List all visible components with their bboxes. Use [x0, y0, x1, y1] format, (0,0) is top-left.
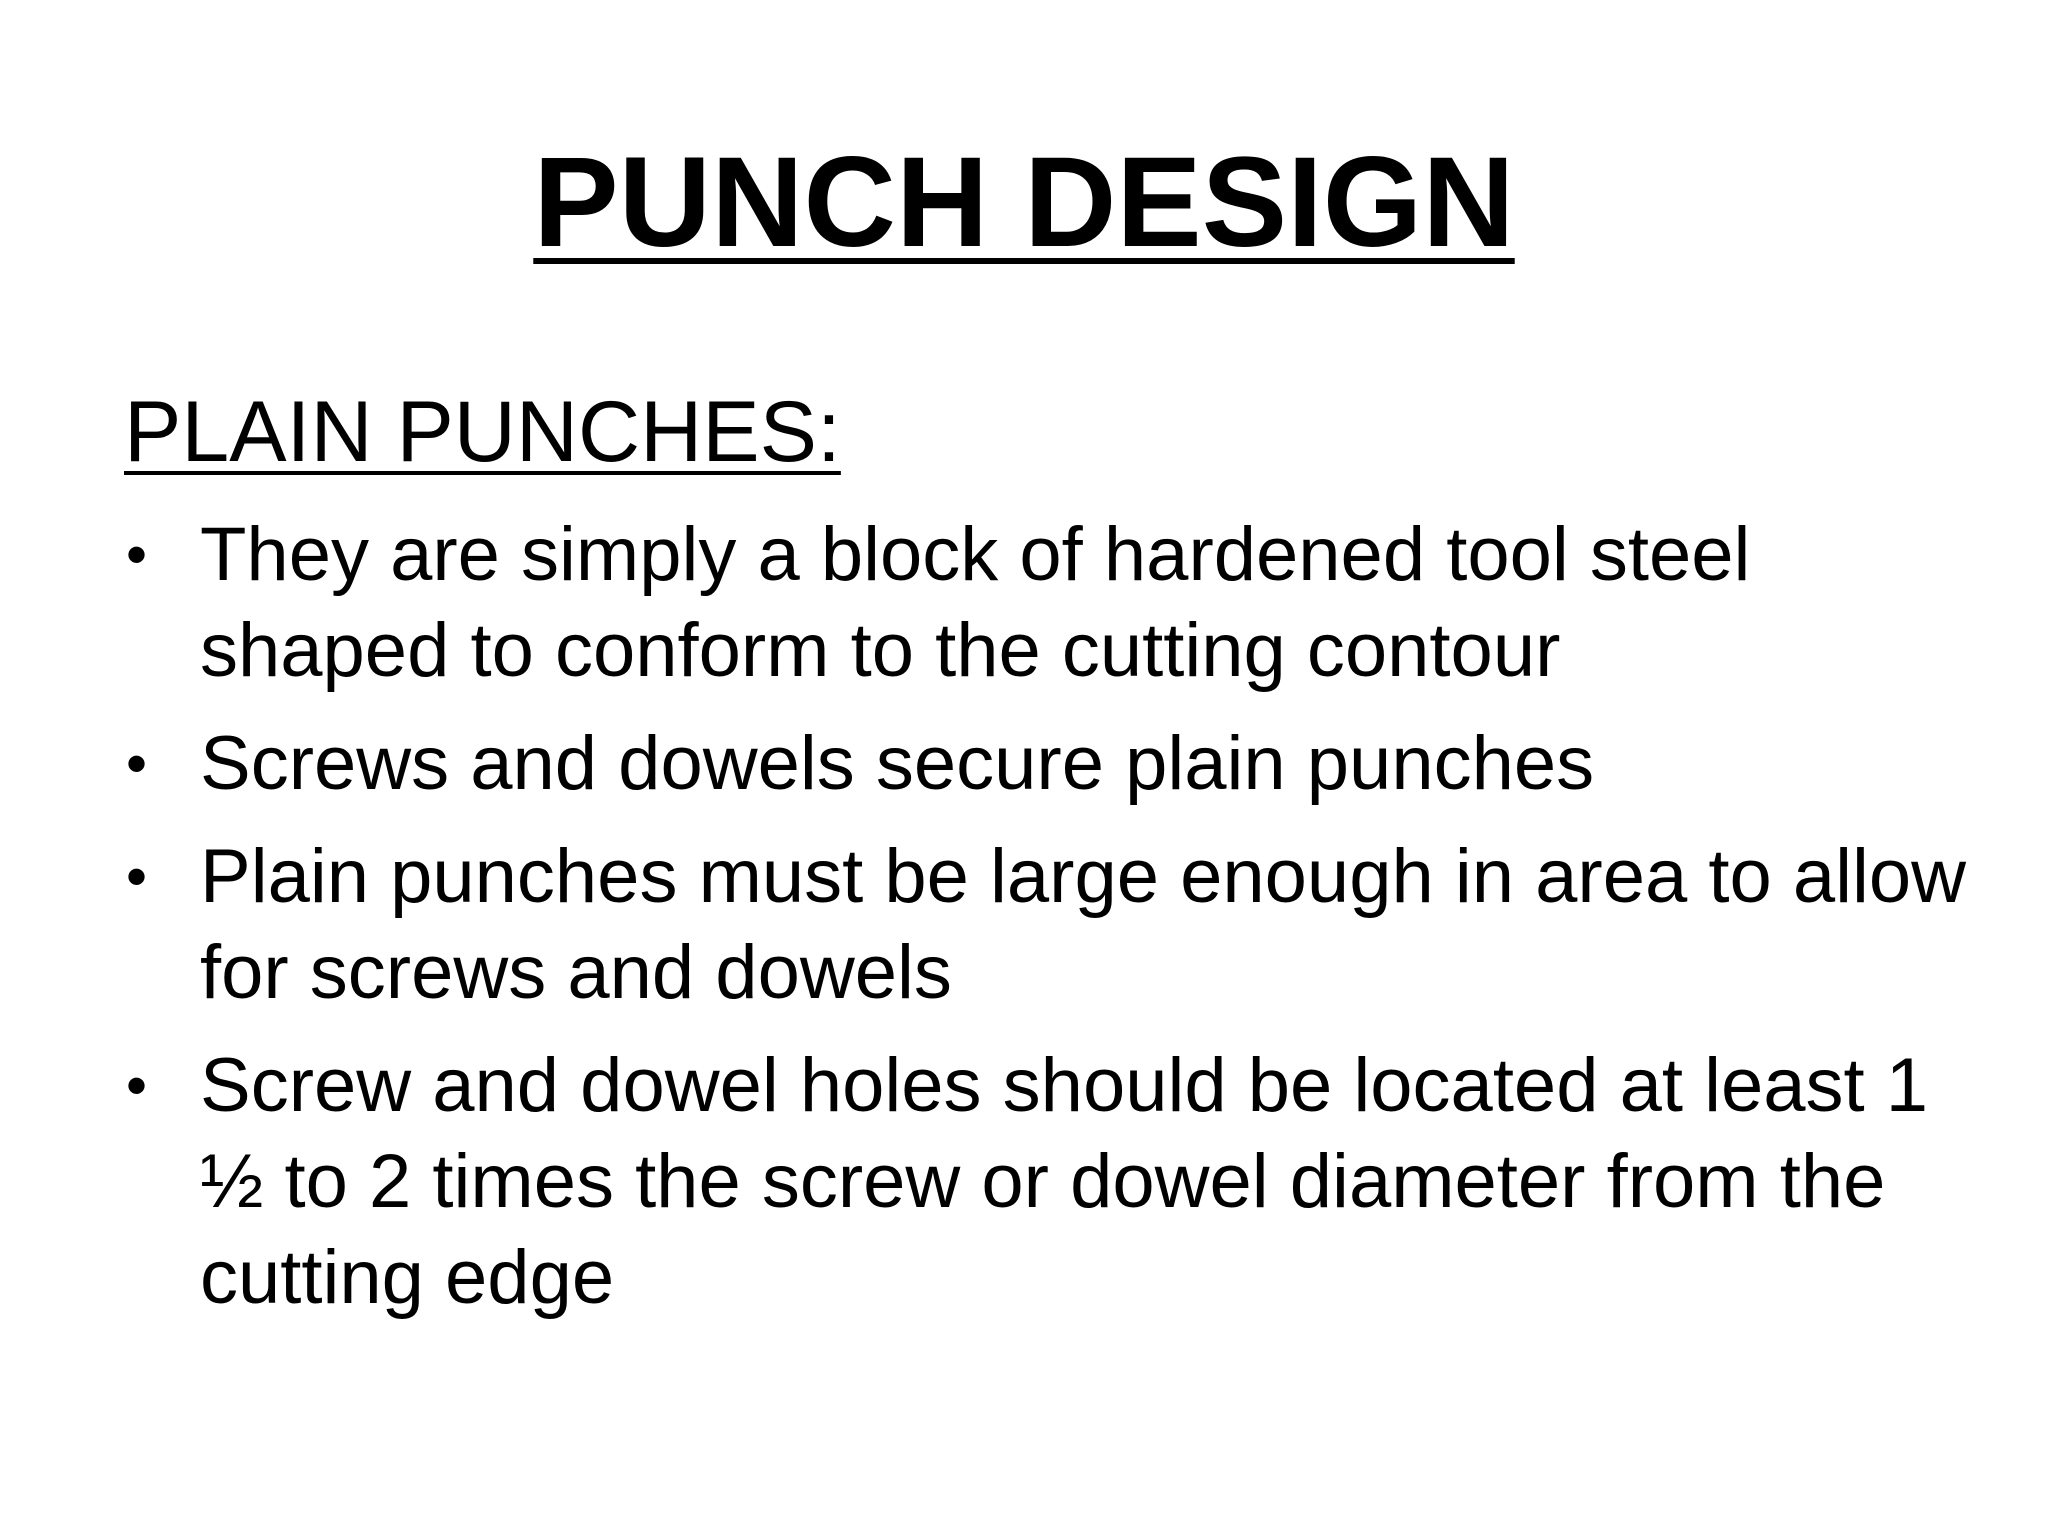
bullet-item [124, 716, 1984, 812]
bullet-item [124, 1038, 1984, 1326]
bullet-marker: • [126, 521, 148, 588]
bullet-text: Screws and dowels secure plain punches [200, 721, 1595, 806]
bullet-text: Screw and dowel holes should be located at least 1 ½ to 2 times the screw or dowel diameter from the cutting edge [200, 1043, 1928, 1320]
bullet-list [124, 507, 1984, 1343]
bullet-item [124, 507, 1984, 699]
bullet-item [124, 829, 1984, 1021]
section-heading: PLAIN PUNCHES: [124, 384, 841, 480]
bullet-marker: • [126, 1052, 148, 1119]
bullet-marker: • [126, 843, 148, 910]
bullet-marker: • [126, 730, 148, 797]
slide-title [0, 128, 2048, 278]
bullet-text: They are simply a block of hardened tool steel shaped to conform to the cutting contour [200, 512, 1751, 693]
bullet-text: Plain punches must be large enough in area to allow for screws and dowels [200, 834, 1967, 1015]
slide-title-text: PUNCH DESIGN [533, 131, 1515, 274]
